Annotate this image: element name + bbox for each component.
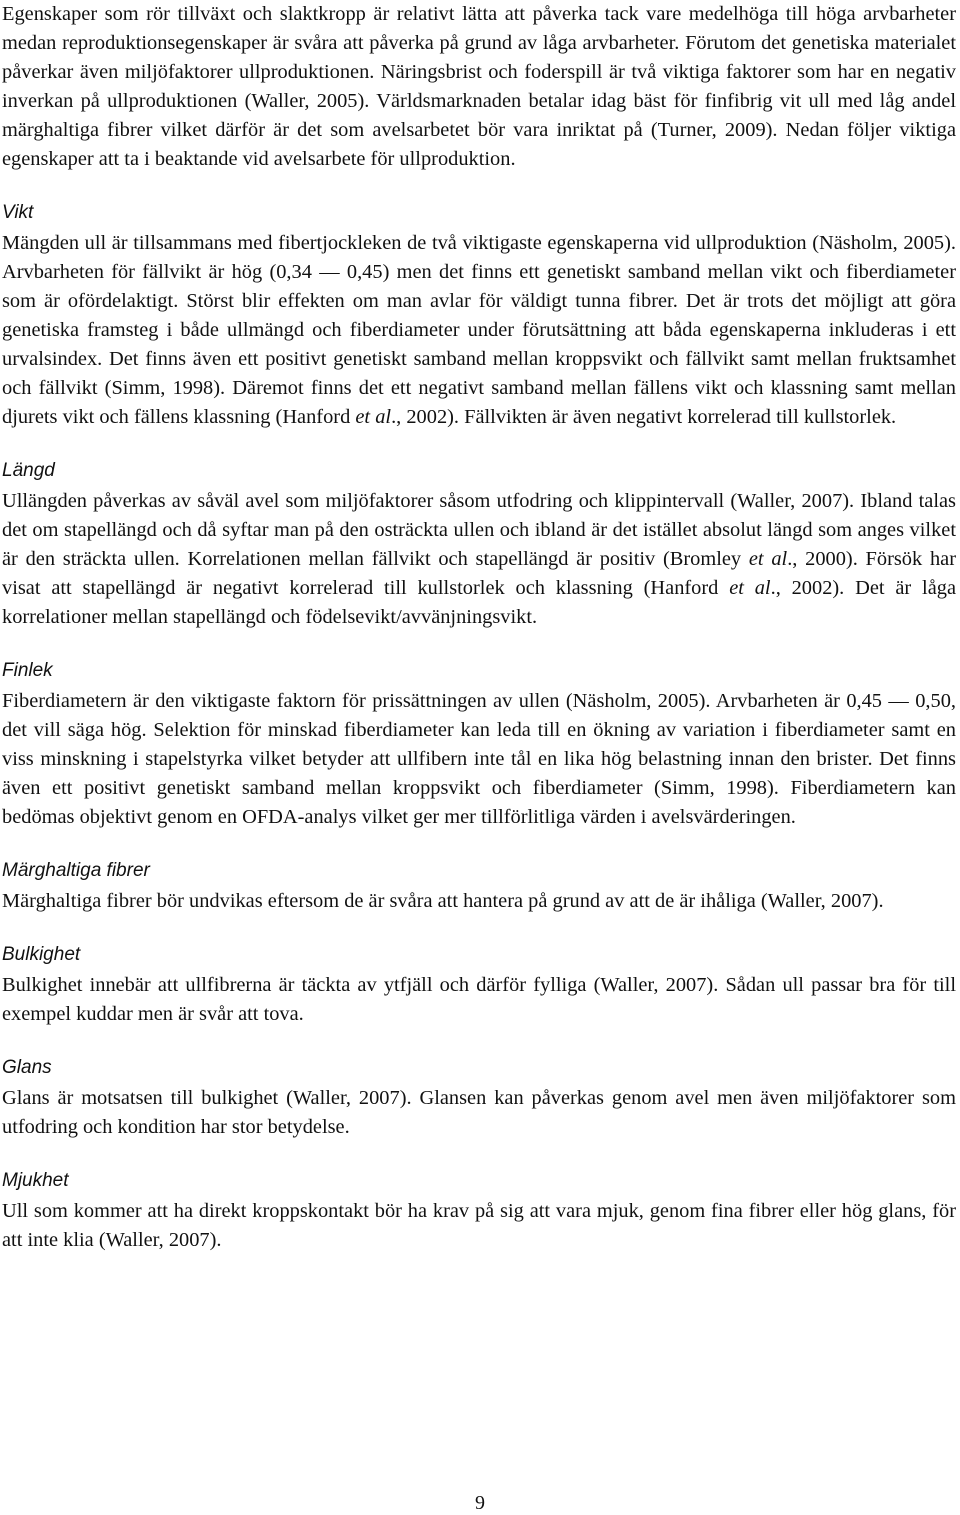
section-vikt xyxy=(2,201,956,432)
paragraph-text: Mängden ull är tillsammans med fibertjockleken de två viktigaste egenskaperna vid ullproduktion (Näsholm, 2005). Arvbarheten för fällvikt är hög (0,34 — 0,45) men det finns ett genetiskt samband mellan vikt och fiberdiameter som är ofördelaktigt. Störst blir effekten om man avlar för väldigt tunna fibrer. Det är trots det möjligt att göra genetiska framsteg i både ullmängd och fiberdiameter under förutsättning att båda egenskaperna inkluderas i ett urvalsindex. Det finns även ett positivt genetiskt samband mellan kroppsvikt och fällvikt samt mellan fruktsamhet och fällvikt (Simm, 1998). Däremot finns det ett negativt samband mellan fällens vikt och klassning samt mellan djurets vikt och fällens klassning (Hanford xyxy=(2,232,956,428)
intro-paragraph: Egenskaper som rör tillväxt och slaktkropp är relativt lätta att påverka tack vare medelhöga till höga arvbarheter medan reproduktionsegenskaper är svåra att påverka på grund av låga arvbarheter. Förutom det genetiska materialet påverkar även miljöfaktorer ullproduktionen. Näringsbrist och foderspill är två viktiga faktorer som har en negativ inverkan på ullproduktionen (Waller, 2005). Världsmarknaden betalar idag bäst för finfibrig vit ull med låg andel märghaltiga fibrer vilket därför är det som avelsarbetet bör vara inriktat på (Turner, 2009). Nedan följer viktiga egenskaper att ta i beaktande vid avelsarbete för ullproduktion. xyxy=(2,3,956,170)
section-heading: Märghaltiga fibrer xyxy=(2,860,150,881)
section-paragraph xyxy=(2,487,956,632)
paragraph-text-italic: et al xyxy=(748,548,788,570)
paragraph-text: Ullängden påverkas av såväl avel som miljöfaktorer såsom utfodring och klippintervall (Waller, 2007). Ibland talas det om stapellängd och då syftar man på den osträckta ullen och ibland är det istället absolut längd som anges vilket är den sträckta ullen. Korrelationen mellan fällvikt och stapellängd är positiv (Bromley xyxy=(2,490,956,570)
section-heading: Finlek xyxy=(2,660,53,681)
paragraph-text-italic: et al xyxy=(355,406,392,428)
section-bulkighet xyxy=(2,943,956,1029)
section-heading: Mjukhet xyxy=(2,1170,69,1191)
section-heading: Längd xyxy=(2,460,55,481)
section-finlek xyxy=(2,659,956,832)
section-paragraph: Märghaltiga fibrer bör undvikas eftersom de är svåra att hantera på grund av att de är ihåliga (Waller, 2007). xyxy=(2,890,884,912)
section-langd xyxy=(2,459,956,632)
paragraph-text-italic: et al xyxy=(729,577,771,599)
paragraph-text: ., 2002). Fällvikten är även negativt korrelerad till kullstorlek. xyxy=(391,406,897,428)
page-number: 9 xyxy=(475,1492,485,1514)
section-paragraph: Fiberdiametern är den viktigaste faktorn för prissättningen av ullen (Näsholm, 2005). Arvbarheten är 0,45 — 0,50, det vill säga hög. Selektion för minskad fiberdiameter kan leda till en ökning av variation i fiberdiameter samt en viss minskning i stapelstyrka vilket betyder att ullfibern inte tål en lika hög belastning innan den brister. Det finns även ett positivt genetiskt samband mellan kroppsvikt och fiberdiameter (Simm, 1998). Fiberdiametern kan bedömas objektivt genom en OFDA-analys vilket ger mer tillförlitliga värden i avelsvärderingen. xyxy=(2,690,956,828)
section-paragraph: Bulkighet innebär att ullfibrerna är täckta av ytfjäll och därför fylliga (Waller, 2007). Sådan ull passar bra för till exempel kuddar men är svår att tova. xyxy=(2,974,956,1025)
section-heading: Vikt xyxy=(2,202,34,223)
paragraph-text: ., 2000). Försök har visat att stapellängd är negativt korrelerad till kullstorlek och klassning (Hanford xyxy=(2,548,956,599)
paragraph-text: ., 2002). Det är låga korrelationer mellan stapellängd och födelsevikt/avvänjningsvikt. xyxy=(2,577,956,628)
section-heading: Glans xyxy=(2,1057,52,1078)
section-paragraph: Glans är motsatsen till bulkighet (Waller, 2007). Glansen kan påverkas genom avel men även miljöfaktorer som utfodring och kondition har stor betydelse. xyxy=(2,1087,956,1138)
section-marghaltiga-fibrer xyxy=(2,859,956,916)
section-glans xyxy=(2,1056,956,1142)
section-paragraph xyxy=(2,229,956,432)
section-heading: Bulkighet xyxy=(2,944,81,965)
section-mjukhet xyxy=(2,1169,956,1255)
section-paragraph: Ull som kommer att ha direkt kroppskontakt bör ha krav på sig att vara mjuk, genom fina fibrer eller hög glans, för att inte klia (Waller, 2007). xyxy=(2,1200,956,1251)
